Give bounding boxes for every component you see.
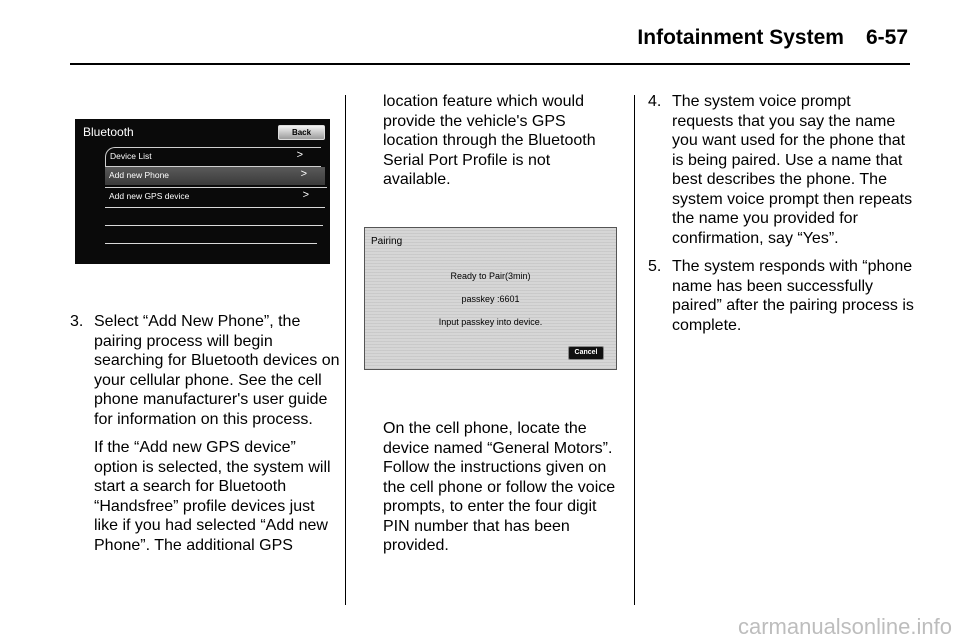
step-3-text: Select “Add New Phone”, the pairing process will begin searching for Bluetooth devices on your cellular phone. See the cell phone manufacturer's user guide for information on this process.	[94, 313, 340, 428]
step-5-text: The system responds with “phone name has been successfully paired” after the pairing process is complete.	[672, 258, 914, 334]
column-divider-2	[634, 95, 635, 605]
watermark: carmanualsonline.info	[737, 614, 952, 639]
column-1-text	[70, 312, 342, 555]
pairing-screen	[364, 227, 617, 370]
passkey-text: passkey :6601	[461, 294, 520, 304]
add-new-gps-device-item[interactable]	[105, 187, 327, 206]
device-list-item[interactable]	[105, 147, 321, 167]
menu-divider	[105, 243, 317, 244]
step-number: 5.	[648, 258, 662, 275]
add-new-phone-item[interactable]	[105, 167, 325, 185]
step-3-gps-text: If the “Add new GPS device” option is selected, the system will start a search for Bluetooth “Handsfree” profile devices just like if you had selected “Add new Phone”. The additional GPS	[94, 439, 331, 554]
step-4	[648, 92, 914, 248]
bluetooth-menu-screen	[75, 119, 330, 264]
add-new-gps-device-label: Add new GPS device	[109, 191, 190, 201]
chevron-right-icon: >	[302, 189, 309, 201]
cancel-button[interactable]: Cancel	[568, 346, 604, 360]
header-rule	[70, 63, 910, 65]
step-number: 4.	[648, 93, 662, 110]
step-4-text: The system voice prompt requests that you say the name you want used for the phone that is being paired. Use a name that best describes the phone. The system voice prompt then repeats the name you provided for confirmation, say “Yes”.	[672, 93, 913, 247]
column-divider-1	[345, 95, 346, 605]
column-2-continued-text	[383, 92, 619, 190]
menu-divider	[105, 207, 325, 208]
device-list-label: Device List	[110, 151, 152, 161]
gps-feature-text: location feature which would provide the vehicle's GPS location through the Bluetooth Serial Port Profile is not available.	[383, 93, 596, 188]
step-5	[648, 257, 914, 335]
page-number: 6-57	[865, 26, 908, 49]
column-3-text	[648, 92, 914, 335]
bluetooth-screen-title: Bluetooth	[83, 125, 134, 139]
input-passkey-text: Input passkey into device.	[438, 317, 543, 327]
page-header	[637, 26, 908, 50]
add-new-phone-label: Add new Phone	[109, 170, 170, 180]
step-3	[70, 312, 342, 429]
chevron-right-icon: >	[300, 168, 307, 180]
back-button[interactable]: Back	[278, 125, 325, 140]
column-2-text	[383, 419, 623, 556]
step-number: 3.	[70, 313, 84, 330]
menu-divider	[105, 225, 323, 226]
section-title: Infotainment System	[637, 26, 844, 49]
ready-to-pair-text: Ready to Pair(3min)	[450, 271, 531, 281]
chevron-right-icon: >	[296, 149, 303, 161]
pairing-screen-title: Pairing	[371, 236, 403, 247]
cellphone-instructions-text: On the cell phone, locate the device named “General Motors”. Follow the instructions given on the cell phone or follow the voice prompts, to enter the four digit PIN number that has been provided.	[383, 420, 616, 554]
